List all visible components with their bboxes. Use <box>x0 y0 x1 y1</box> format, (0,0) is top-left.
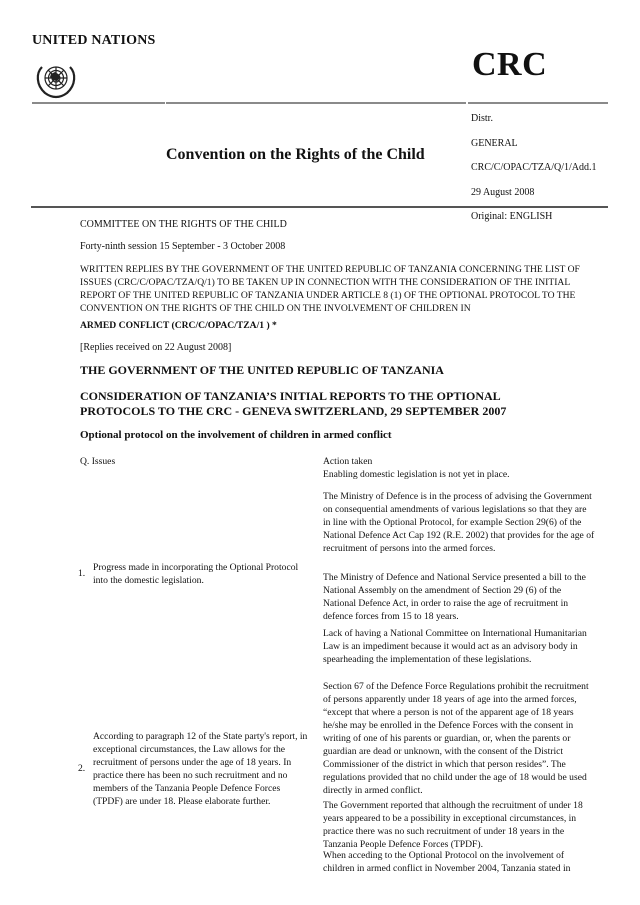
classification: GENERAL <box>471 137 518 149</box>
document-symbol-large: CRC <box>472 46 548 83</box>
un-emblem-icon <box>31 59 81 101</box>
distribution-block <box>471 107 597 230</box>
header-divider <box>468 102 608 104</box>
table-row-action <box>323 849 595 875</box>
header-bottom-divider <box>31 206 608 208</box>
government-heading: THE GOVERNMENT OF THE UNITED REPUBLIC OF TANZANIA <box>80 363 444 377</box>
column-header-issues: Q. Issues <box>80 456 116 467</box>
action-paragraph: When acceding to the Optional Protocol on the involvement of children in armed conflict in November 2004, Tanzania stated in <box>323 850 571 874</box>
convention-title: Convention on the Rights of the Child <box>166 146 425 163</box>
written-replies-title: WRITTEN REPLIES BY THE GOVERNMENT OF THE UNITED REPUBLIC OF TANZANIA CONCERNING THE LIST OF ISSUES (CRC/C/OPAC/TZA/Q/1) TO BE TAKEN UP IN CONNECTION WITH THE CONSIDERATION OF THE INITIAL REPORT OF THE UNITED REPUBLIC OF TANZANIA UNDER ARTICLE 8 (1) OF THE OPTIONAL PROTOCOL TO THE CONVENTION ON THE RIGHTS OF THE CHILD ON THE INVOLVEMENT OF CHILDREN IN <box>80 264 580 314</box>
issue-text: Progress made in incorporating the Optional Protocol into the domestic legislation. <box>93 562 299 586</box>
action-paragraph: The Government reported that although the recruitment of under 18 years appeared to be a possibility in exceptional circumstances, in practice there was no such recruitment of under 18 years in the Tanzania People Defence Forces (TPDF). <box>323 800 583 850</box>
issue-number: 2. <box>78 763 86 774</box>
header-divider <box>32 102 165 104</box>
table-row-action <box>323 799 595 851</box>
action-paragraph: The Ministry of Defence and National Service presented a bill to the National Assembly on the amendment of Section 29 (6) of the National Defence Act, in order to raise the age of recruitment in defence forces from 15 to 18 years. <box>323 572 586 622</box>
document-symbol: CRC/C/OPAC/TZA/Q/1/Add.1 <box>471 162 597 173</box>
action-paragraph: Lack of having a National Committee on International Humanitarian Law is an impediment because it would act as an advisory body in spearheading the implementation of these legislations. <box>323 628 587 665</box>
original-language: Original: ENGLISH <box>471 211 553 222</box>
column-header-action: Action taken <box>323 456 373 467</box>
table-row-action <box>323 627 595 666</box>
armed-conflict-symbol: ARMED CONFLICT (CRC/C/OPAC/TZA/1 ) * <box>80 320 277 331</box>
header-divider <box>166 102 466 104</box>
consideration-heading: CONSIDERATION OF TANZANIA’S INITIAL REPORTS TO THE OPTIONAL PROTOCOLS TO THE CRC - GENEVA SWITZERLAND, 29 SEPTEMBER 2007 <box>80 389 507 418</box>
session-info: Forty-ninth session 15 September - 3 October 2008 <box>80 241 286 252</box>
distr-label: Distr. <box>471 113 493 124</box>
table-row-action <box>323 571 595 623</box>
table-row-action <box>323 680 595 797</box>
table-row-action <box>323 468 595 481</box>
action-paragraph: Section 67 of the Defence Force Regulations prohibit the recruitment of persons apparently under 18 years of age into the armed forces, “except that where a person is not of the apparent age of 18 years he/she may be enrolled in the Defence Forces with the consent in writing of one of his parents or guardian, or, when the parents or guardian are dead or unknown, with the consent of the District Commissioner of the district in which that person resides”. The regulations provided that no child under the age of 18 would be used directly in armed conflict. <box>323 681 589 796</box>
table-row-action <box>323 490 595 555</box>
table-row-issue <box>78 730 308 808</box>
committee-name: COMMITTEE ON THE RIGHTS OF THE CHILD <box>80 219 287 230</box>
issue-text: According to paragraph 12 of the State party's report, in exceptional circumstances, the Law allows for the recruitment of persons under the age of 18 years. In practice there has been no such recruitment and no members of the Tanzania People Defence Forces (TPDF) are under 18. Please elaborate further. <box>93 731 308 807</box>
protocol-heading: Optional protocol on the involvement of children in armed conflict <box>80 429 392 441</box>
document-date: 29 August 2008 <box>471 186 535 198</box>
action-paragraph: The Ministry of Defence is in the process of advising the Government on consequential amendments of various legislations so that they are in line with the Optional Protocol, for example Section 29(6) of the National Defence Act Cap 192 (R.E. 2002) that provides for the age of recruitment of persons into the armed forces. <box>323 491 595 554</box>
table-row-issue <box>78 561 308 587</box>
issue-number: 1. <box>78 568 86 579</box>
action-paragraph: Enabling domestic legislation is not yet in place. <box>323 469 510 480</box>
replies-received: [Replies received on 22 August 2008] <box>80 342 232 353</box>
organization-name: UNITED NATIONS <box>32 33 156 48</box>
